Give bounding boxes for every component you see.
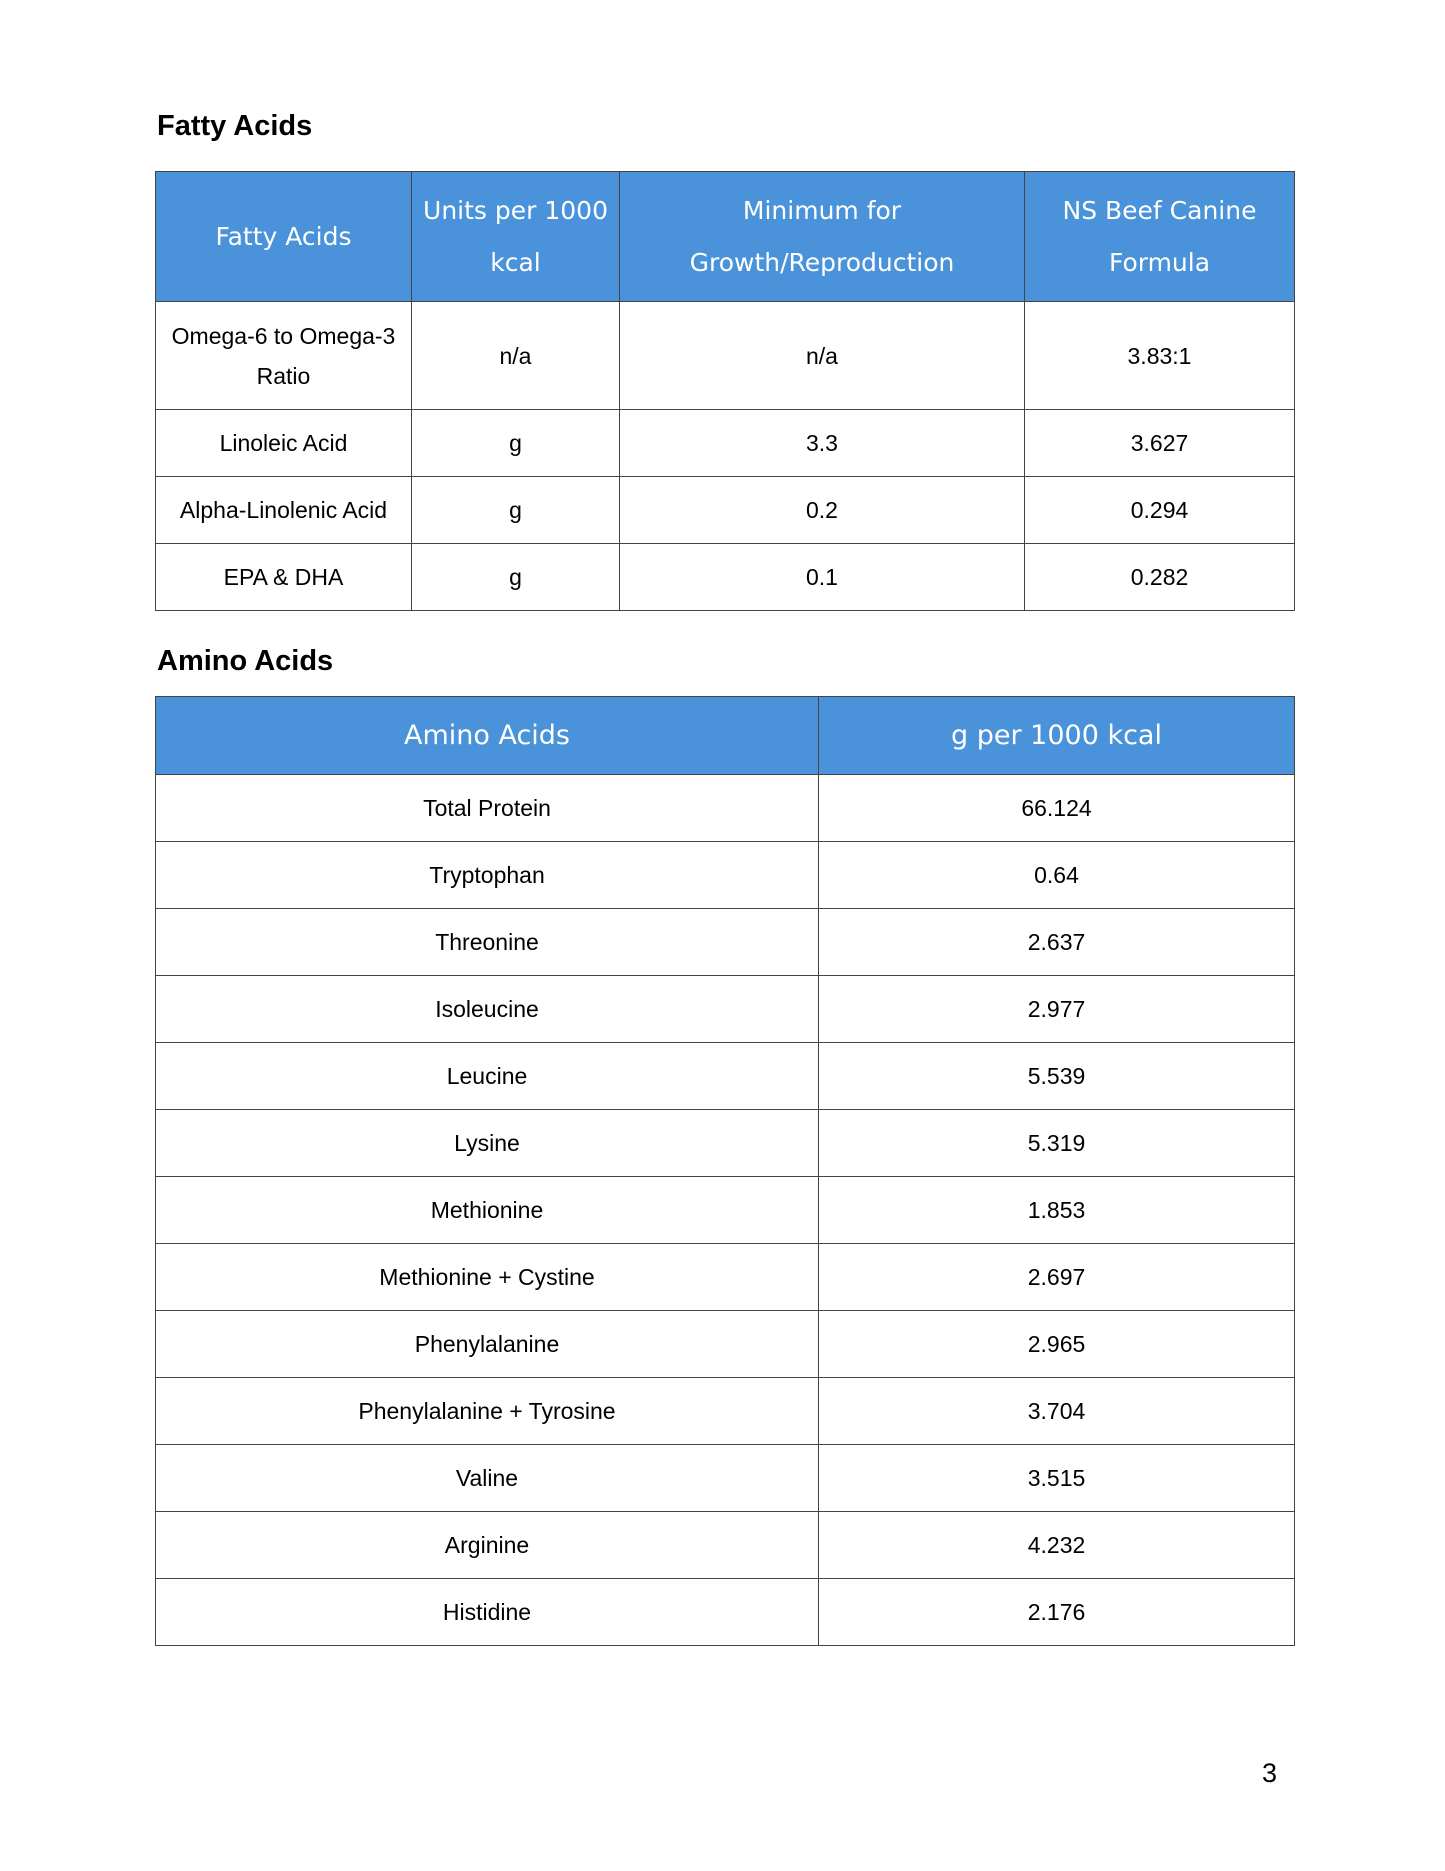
table-row (156, 1512, 1295, 1579)
column-header: Units per 1000 kcal (412, 172, 620, 302)
table-cell: Methionine + Cystine (156, 1244, 819, 1311)
table-cell: Histidine (156, 1579, 819, 1646)
column-header: Minimum for Growth/Reproduction (620, 172, 1025, 302)
table-cell: 3.3 (620, 410, 1025, 477)
table-cell: Methionine (156, 1177, 819, 1244)
table-cell: n/a (412, 302, 620, 410)
page-number: 3 (1262, 1758, 1278, 1788)
table-row (156, 775, 1295, 842)
table-cell: 5.319 (819, 1110, 1295, 1177)
amino-acids-table (155, 696, 1295, 1646)
table-cell: Phenylalanine + Tyrosine (156, 1378, 819, 1445)
table-cell: 0.64 (819, 842, 1295, 909)
table-cell: Leucine (156, 1043, 819, 1110)
table-cell: Phenylalanine (156, 1311, 819, 1378)
table-cell: Valine (156, 1445, 819, 1512)
table-cell: Threonine (156, 909, 819, 976)
table-cell: 2.977 (819, 976, 1295, 1043)
amino-acids-heading: Amino Acids (157, 645, 334, 677)
table-cell: Arginine (156, 1512, 819, 1579)
table-cell: 4.232 (819, 1512, 1295, 1579)
table-cell: 66.124 (819, 775, 1295, 842)
table-row (156, 1177, 1295, 1244)
table-row (156, 302, 1295, 410)
table-cell: EPA & DHA (156, 544, 412, 611)
column-header: Fatty Acids (156, 172, 412, 302)
table-cell: g (412, 477, 620, 544)
table-cell: 2.637 (819, 909, 1295, 976)
fatty-acids-heading: Fatty Acids (157, 110, 313, 142)
column-header: NS Beef Canine Formula (1025, 172, 1295, 302)
table-cell: Tryptophan (156, 842, 819, 909)
table-cell: n/a (620, 302, 1025, 410)
table-row (156, 1110, 1295, 1177)
table-cell: 2.697 (819, 1244, 1295, 1311)
table-row (156, 477, 1295, 544)
table-row (156, 1445, 1295, 1512)
table-row (156, 976, 1295, 1043)
table-cell: 0.1 (620, 544, 1025, 611)
table-header-row (156, 697, 1295, 775)
table-row (156, 1579, 1295, 1646)
table-cell: 3.515 (819, 1445, 1295, 1512)
table-row (156, 909, 1295, 976)
table-cell: 2.965 (819, 1311, 1295, 1378)
table-header-row (156, 172, 1295, 302)
table-cell: Omega-6 to Omega-3 Ratio (156, 302, 412, 410)
table-cell: 0.282 (1025, 544, 1295, 611)
table-cell: Lysine (156, 1110, 819, 1177)
table-cell: Linoleic Acid (156, 410, 412, 477)
table-cell: 0.2 (620, 477, 1025, 544)
table-cell: g (412, 544, 620, 611)
table-cell: 5.539 (819, 1043, 1295, 1110)
table-row (156, 1043, 1295, 1110)
fatty-acids-table (155, 171, 1295, 611)
table-row (156, 1311, 1295, 1378)
table-row (156, 842, 1295, 909)
table-cell: g (412, 410, 620, 477)
column-header: Amino Acids (156, 697, 819, 775)
table-cell: Alpha-Linolenic Acid (156, 477, 412, 544)
table-row (156, 410, 1295, 477)
column-header: g per 1000 kcal (819, 697, 1295, 775)
table-cell: 3.627 (1025, 410, 1295, 477)
table-row (156, 1244, 1295, 1311)
table-cell: 1.853 (819, 1177, 1295, 1244)
table-row (156, 544, 1295, 611)
table-cell: 2.176 (819, 1579, 1295, 1646)
table-cell: 0.294 (1025, 477, 1295, 544)
table-cell: 3.704 (819, 1378, 1295, 1445)
table-cell: Total Protein (156, 775, 819, 842)
table-cell: Isoleucine (156, 976, 819, 1043)
table-row (156, 1378, 1295, 1445)
table-cell: 3.83:1 (1025, 302, 1295, 410)
